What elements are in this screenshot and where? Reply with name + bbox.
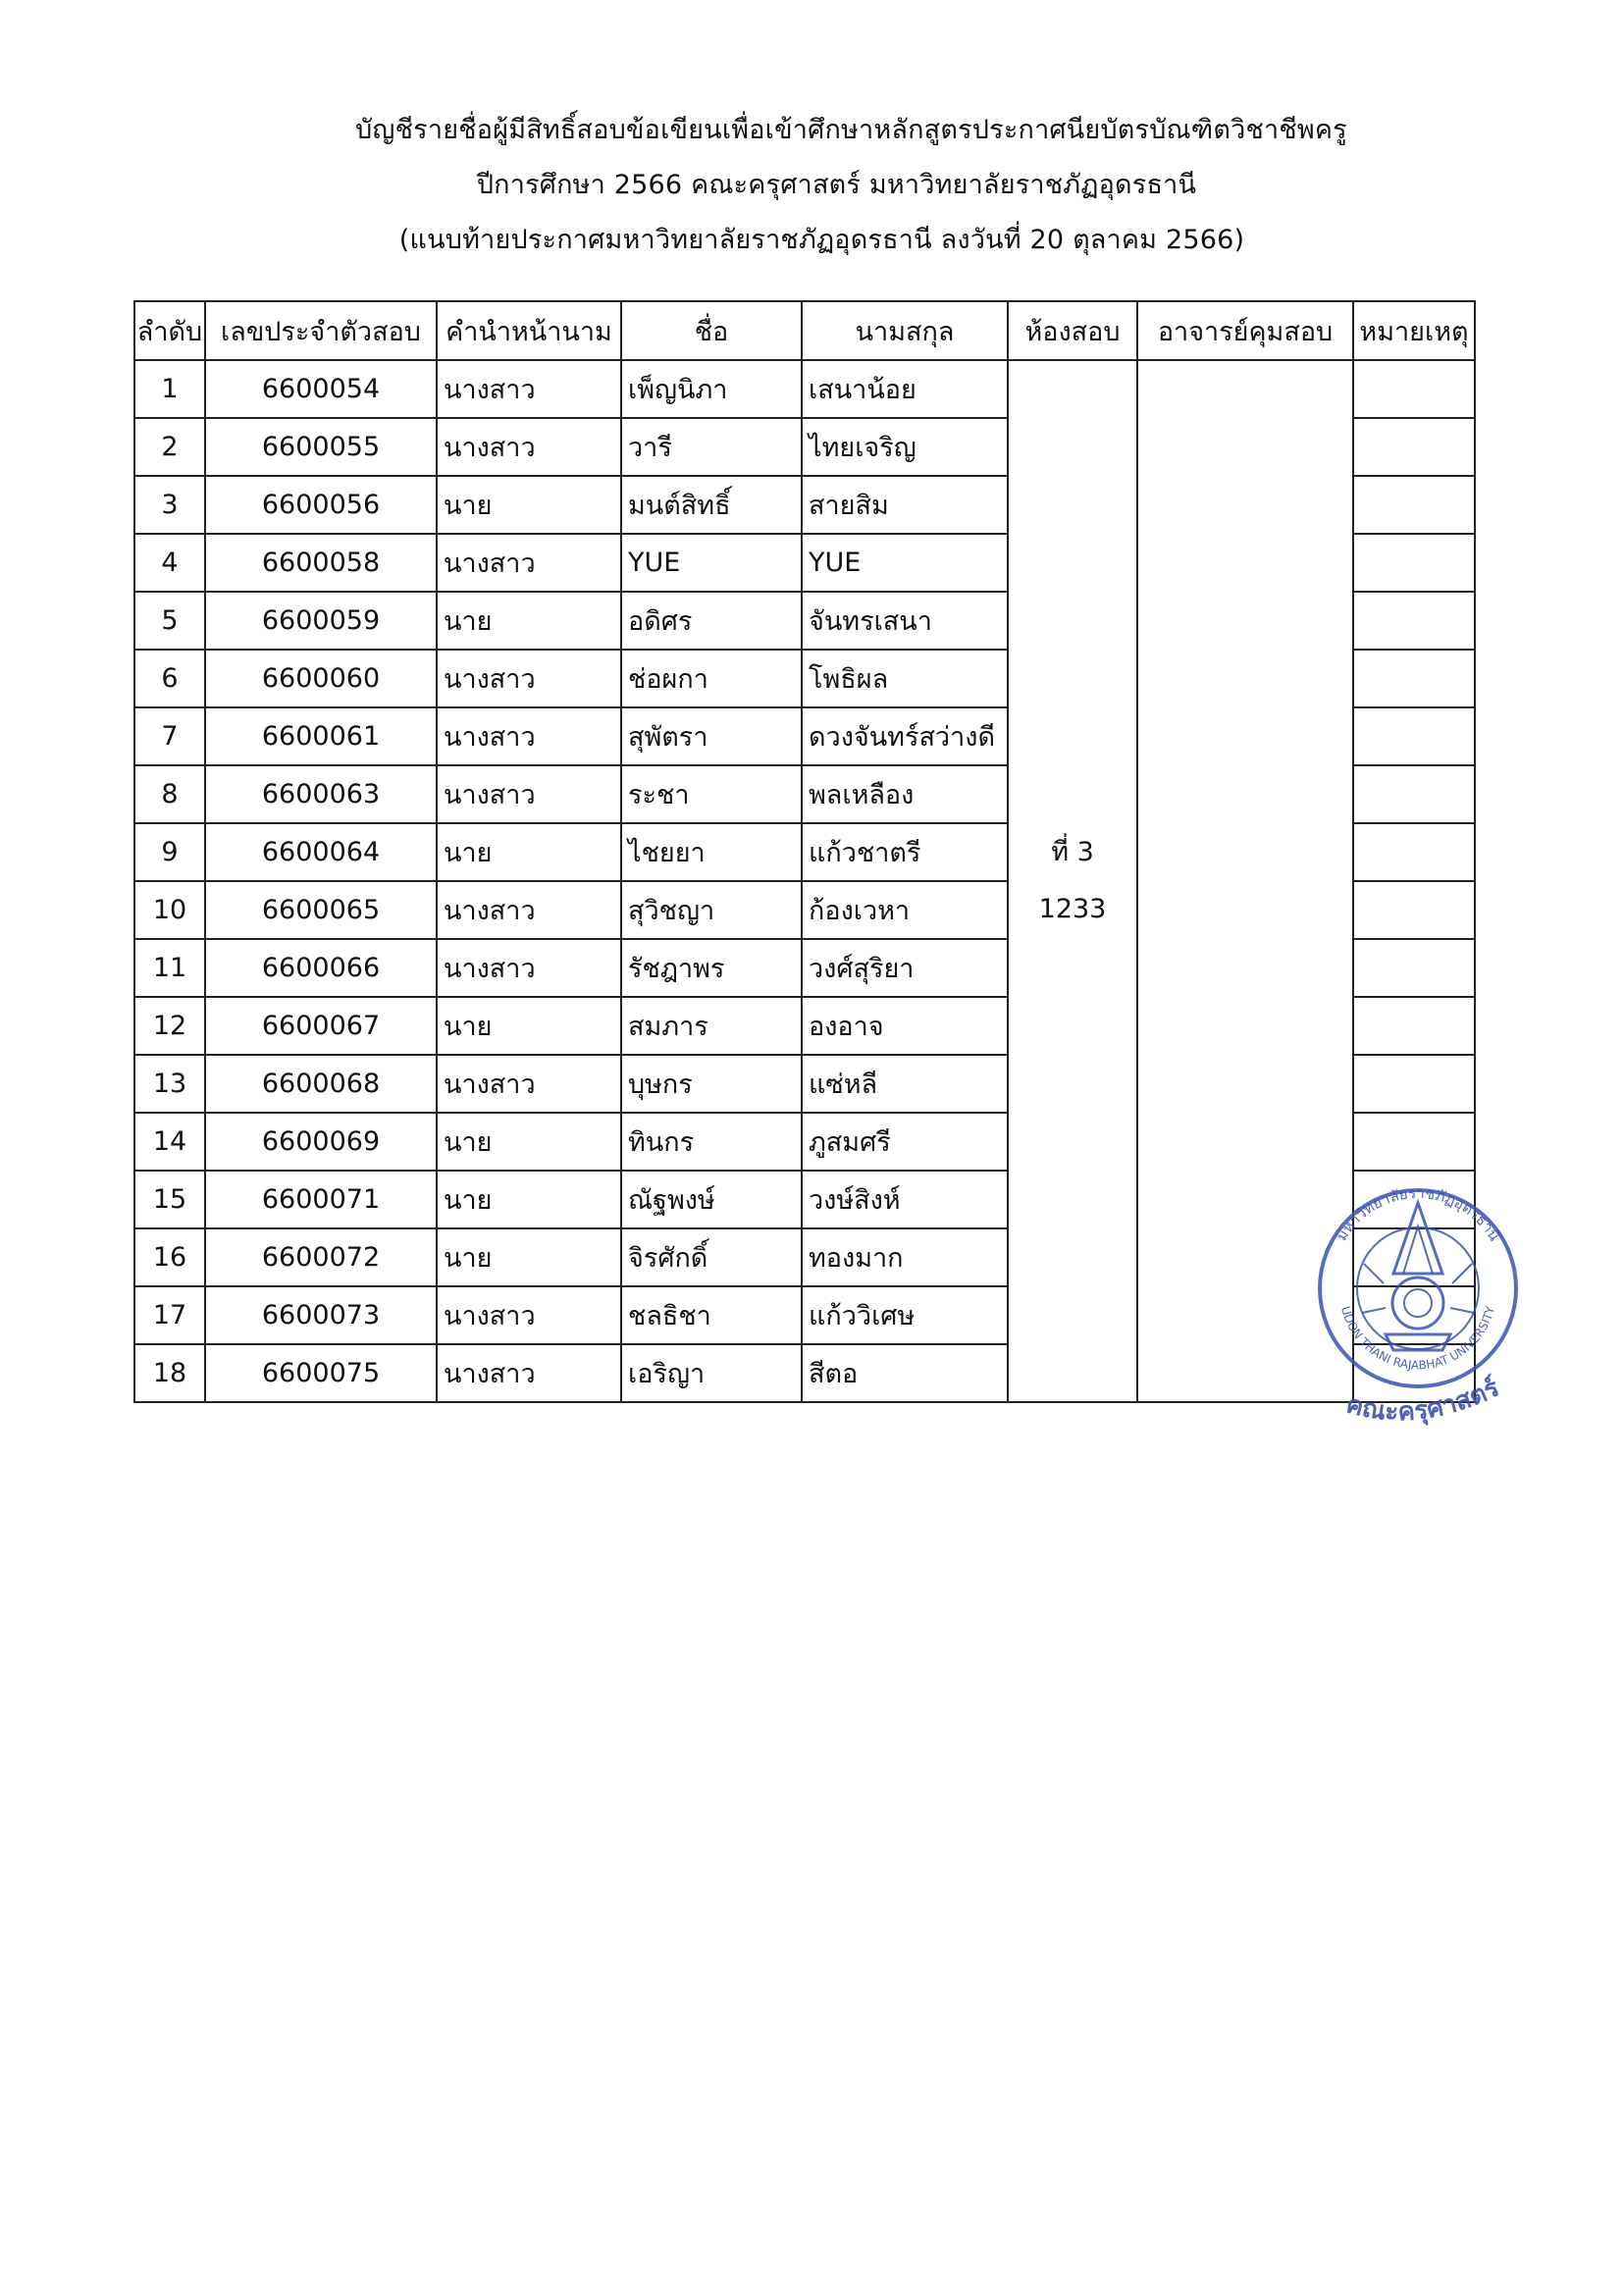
cell-remarks [1353,418,1475,476]
cell-order: 11 [134,939,205,997]
cell-remarks [1353,534,1475,592]
cell-last-name: วงศ์สุริยา [802,939,1008,997]
cell-remarks [1353,1344,1475,1402]
cell-order: 12 [134,997,205,1055]
seal-text-bottom: UDON THANI RAJABHAT UNIVERSITY [1337,1304,1498,1373]
cell-prefix: นาย [437,823,621,881]
header-order: ลำดับ [134,301,205,360]
cell-prefix: นาย [437,1228,621,1286]
cell-exam-id: 6600060 [205,650,437,707]
table-row [134,360,1475,418]
title-line-3: (แนบท้ายประกาศมหาวิทยาลัยราชภัฏอุดรธานี ลงวันที่ 20 ตุลาคม 2566) [398,225,1245,255]
cell-remarks [1353,997,1475,1055]
cell-exam-id: 6600075 [205,1344,437,1402]
seal-text-top: มหาวิทยาลัยราชภัฏอุดรธานี [1333,1183,1503,1244]
document-header [0,103,1624,268]
cell-last-name: แซ่หลี [802,1055,1008,1113]
cell-remarks [1353,1113,1475,1171]
exam-room-number: 1233 [1038,894,1107,924]
cell-order: 13 [134,1055,205,1113]
header-exam-id: เลขประจำตัวสอบ [205,301,437,360]
cell-remarks [1353,939,1475,997]
cell-exam-id: 6600063 [205,765,437,823]
cell-order: 1 [134,360,205,418]
header-last-name: นามสกุล [802,301,1008,360]
cell-order: 3 [134,476,205,534]
header-prefix: คำนำหน้านาม [437,301,621,360]
cell-order: 4 [134,534,205,592]
header-remarks: หมายเหตุ [1353,301,1475,360]
exam-room-name: ที่ 3 [1051,837,1094,867]
cell-prefix: นางสาว [437,360,621,418]
cell-order: 17 [134,1286,205,1344]
cell-first-name: บุษกร [621,1055,802,1113]
cell-order: 2 [134,418,205,476]
cell-exam-id: 6600059 [205,592,437,650]
cell-first-name: อดิศร [621,592,802,650]
cell-order: 10 [134,881,205,939]
cell-order: 14 [134,1113,205,1171]
header-exam-room: ห้องสอบ [1008,301,1137,360]
cell-exam-id: 6600061 [205,707,437,765]
cell-exam-id: 6600072 [205,1228,437,1286]
cell-exam-id: 6600055 [205,418,437,476]
cell-exam-id: 6600065 [205,881,437,939]
cell-first-name: ณัฐพงษ์ [621,1171,802,1228]
cell-last-name: แก้ววิเศษ [802,1286,1008,1344]
cell-remarks [1353,881,1475,939]
cell-remarks [1353,1055,1475,1113]
cell-last-name: ก้องเวหา [802,881,1008,939]
stamp-text: คณะครุศาสตร์ [1342,1373,1504,1428]
table-body [134,360,1475,1402]
cell-remarks [1353,360,1475,418]
cell-order: 6 [134,650,205,707]
cell-last-name: YUE [802,534,1008,592]
cell-exam-id: 6600058 [205,534,437,592]
cell-prefix: นางสาว [437,534,621,592]
cell-exam-id: 6600067 [205,997,437,1055]
header-proctor: อาจารย์คุมสอบ [1137,301,1353,360]
cell-prefix: นางสาว [437,765,621,823]
cell-last-name: แก้วชาตรี [802,823,1008,881]
cell-remarks [1353,1171,1475,1228]
candidate-table [133,300,1476,1403]
cell-first-name: ระชา [621,765,802,823]
cell-order: 7 [134,707,205,765]
cell-remarks [1353,1286,1475,1344]
title-line-2: ปีการศึกษา 2566 คณะครุศาสตร์ มหาวิทยาลัยราชภัฏอุดรธานี [476,170,1197,200]
cell-remarks [1353,476,1475,534]
cell-first-name: YUE [621,534,802,592]
cell-prefix: นางสาว [437,418,621,476]
header-row [134,301,1475,360]
cell-prefix: นาย [437,476,621,534]
cell-prefix: นางสาว [437,650,621,707]
cell-proctor [1137,360,1353,1402]
cell-first-name: เอริญา [621,1344,802,1402]
cell-last-name: จันทรเสนา [802,592,1008,650]
cell-first-name: สมภาร [621,997,802,1055]
cell-first-name: สุวิชญา [621,881,802,939]
cell-remarks [1353,823,1475,881]
cell-exam-room [1008,360,1137,1402]
cell-first-name: จิรศักดิ์ [621,1228,802,1286]
cell-remarks [1353,707,1475,765]
cell-prefix: นางสาว [437,1055,621,1113]
table-header [134,301,1475,360]
cell-first-name: เพ็ญนิภา [621,360,802,418]
cell-first-name: มนต์สิทธิ์ [621,476,802,534]
cell-first-name: ชลธิชา [621,1286,802,1344]
cell-order: 16 [134,1228,205,1286]
cell-prefix: นาย [437,997,621,1055]
cell-remarks [1353,592,1475,650]
cell-prefix: นางสาว [437,939,621,997]
cell-last-name: องอาจ [802,997,1008,1055]
cell-prefix: นาย [437,592,621,650]
cell-last-name: พลเหลือง [802,765,1008,823]
cell-exam-id: 6600066 [205,939,437,997]
cell-prefix: นาย [437,1113,621,1171]
cell-first-name: รัชฎาพร [621,939,802,997]
cell-prefix: นางสาว [437,1286,621,1344]
cell-remarks [1353,650,1475,707]
cell-last-name: ไทยเจริญ [802,418,1008,476]
title-line-1: บัญชีรายชื่อผู้มีสิทธิ์สอบข้อเขียนเพื่อเข้าศึกษาหลักสูตรประกาศนียบัตรบัณฑิตวิชาชีพครู [355,115,1347,145]
cell-order: 5 [134,592,205,650]
cell-prefix: นางสาว [437,1344,621,1402]
cell-last-name: วงษ์สิงห์ [802,1171,1008,1228]
cell-remarks [1353,1228,1475,1286]
cell-last-name: ดวงจันทร์สว่างดี [802,707,1008,765]
cell-remarks [1353,765,1475,823]
cell-last-name: ทองมาก [802,1228,1008,1286]
cell-prefix: นางสาว [437,707,621,765]
cell-exam-id: 6600068 [205,1055,437,1113]
cell-prefix: นาย [437,1171,621,1228]
cell-exam-id: 6600054 [205,360,437,418]
cell-first-name: ทินกร [621,1113,802,1171]
cell-first-name: ช่อผกา [621,650,802,707]
cell-first-name: วารี [621,418,802,476]
cell-order: 8 [134,765,205,823]
cell-prefix: นางสาว [437,881,621,939]
cell-first-name: สุพัตรา [621,707,802,765]
cell-exam-id: 6600064 [205,823,437,881]
cell-order: 9 [134,823,205,881]
cell-last-name: โพธิผล [802,650,1008,707]
cell-exam-id: 6600073 [205,1286,437,1344]
cell-last-name: เสนาน้อย [802,360,1008,418]
header-first-name: ชื่อ [621,301,802,360]
cell-exam-id: 6600069 [205,1113,437,1171]
cell-last-name: ภูสมศรี [802,1113,1008,1171]
cell-first-name: ไชยยา [621,823,802,881]
cell-last-name: สีตอ [802,1344,1008,1402]
cell-order: 18 [134,1344,205,1402]
cell-exam-id: 6600071 [205,1171,437,1228]
cell-exam-id: 6600056 [205,476,437,534]
cell-last-name: สายสิม [802,476,1008,534]
cell-order: 15 [134,1171,205,1228]
